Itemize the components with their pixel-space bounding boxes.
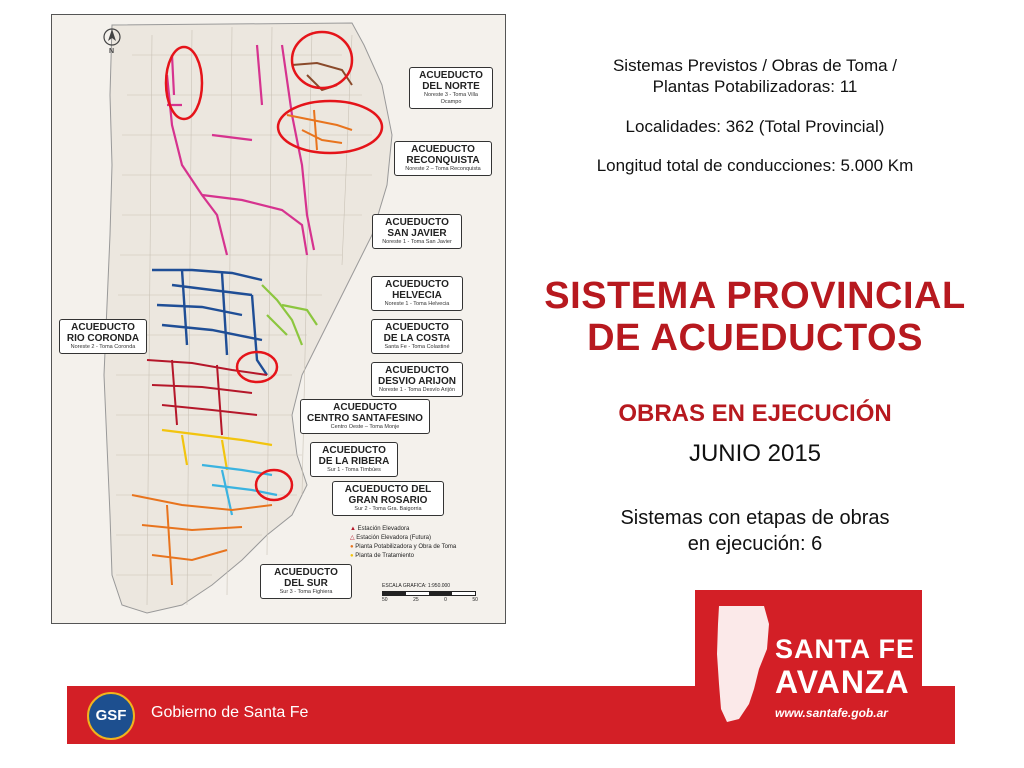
label-acueducto-coronda: ACUEDUCTO RIO CORONDA Noreste 2 - Toma Coronda (59, 319, 147, 354)
stat-sistemas-line1: Sistemas Previstos / Obras de Toma / (612, 56, 898, 75)
etapas-block (515, 505, 995, 557)
gsf-panel (67, 686, 369, 744)
map-scale: ESCALA GRAFICA: 1:950.000 50 25 0 50 (382, 583, 478, 603)
legend-item: ● Planta Potabilizadora y Obra de Toma (350, 544, 457, 550)
gsf-logo-icon (87, 692, 135, 740)
gov-name: Gobierno de Santa Fe (151, 704, 309, 721)
subtitle: OBRAS EN EJECUCIÓN (618, 400, 892, 427)
label-acueducto-reconquista: ACUEDUCTO RECONQUISTA Noreste 2 – Toma Reconquista (394, 141, 492, 176)
gsf-logo-text: GSF (95, 707, 127, 724)
stat-sistemas-line2: Plantas Potabilizadoras: 11 (652, 77, 858, 96)
label-acueducto-costa: ACUEDUCTO DE LA COSTA Santa Fe - Toma Colastiné (371, 319, 463, 354)
page-title (515, 275, 995, 359)
date: JUNIO 2015 (688, 440, 822, 467)
label-acueducto-sanjavier: ACUEDUCTO SAN JAVIER Noreste 1 - Toma San Javier (372, 214, 462, 249)
label-acueducto-arijon: ACUEDUCTO DESVIO ARIJON Noreste 1 - Toma Desvío Arijón (371, 362, 463, 397)
label-acueducto-sur: ACUEDUCTO DEL SUR Sur 3 - Toma Fighiera (260, 564, 352, 599)
site-url[interactable]: www.santafe.gob.ar (775, 706, 888, 720)
aqueduct-map (51, 14, 506, 624)
province-silhouette-icon (709, 604, 779, 724)
title-line2: DE ACUEDUCTOS (587, 317, 923, 359)
label-acueducto-centro: ACUEDUCTO CENTRO SANTAFESINO Centro Oeste – Toma Monje (300, 399, 430, 434)
stat-longitud: Longitud total de conducciones: 5.000 Km (596, 156, 914, 175)
etapas-line1: Sistemas con etapas de obras (620, 507, 890, 529)
brand-line1: SANTA FE (775, 634, 915, 664)
stats-block (515, 55, 995, 176)
title-line1: SISTEMA PROVINCIAL (544, 275, 966, 317)
legend-item: ● Planta de Tratamiento (350, 553, 414, 559)
north-label: N (109, 48, 115, 55)
legend-item: ▲ Estación Elevadora (350, 526, 410, 532)
label-acueducto-norte: ACUEDUCTO DEL NORTE Noreste 3 - Toma Villa Ocampo (409, 67, 493, 109)
brand-line2: AVANZA (775, 664, 910, 700)
label-acueducto-ribera: ACUEDUCTO DE LA RIBERA Sur 1 - Toma Timbúes (310, 442, 398, 477)
stat-localidades: Localidades: 362 (Total Provincial) (625, 117, 885, 136)
label-acueducto-helvecia: ACUEDUCTO HELVECIA Noreste 1 - Toma Helvecia (371, 276, 463, 311)
map-legend (350, 525, 456, 561)
label-acueducto-rosario: ACUEDUCTO DEL GRAN ROSARIO Sur 2 - Toma Gra. Baigorria (332, 481, 444, 516)
santa-fe-avanza-logo (695, 590, 922, 744)
legend-item: △ Estación Elevadora (Futura) (350, 535, 431, 541)
etapas-line2: en ejecución: 6 (687, 533, 823, 555)
